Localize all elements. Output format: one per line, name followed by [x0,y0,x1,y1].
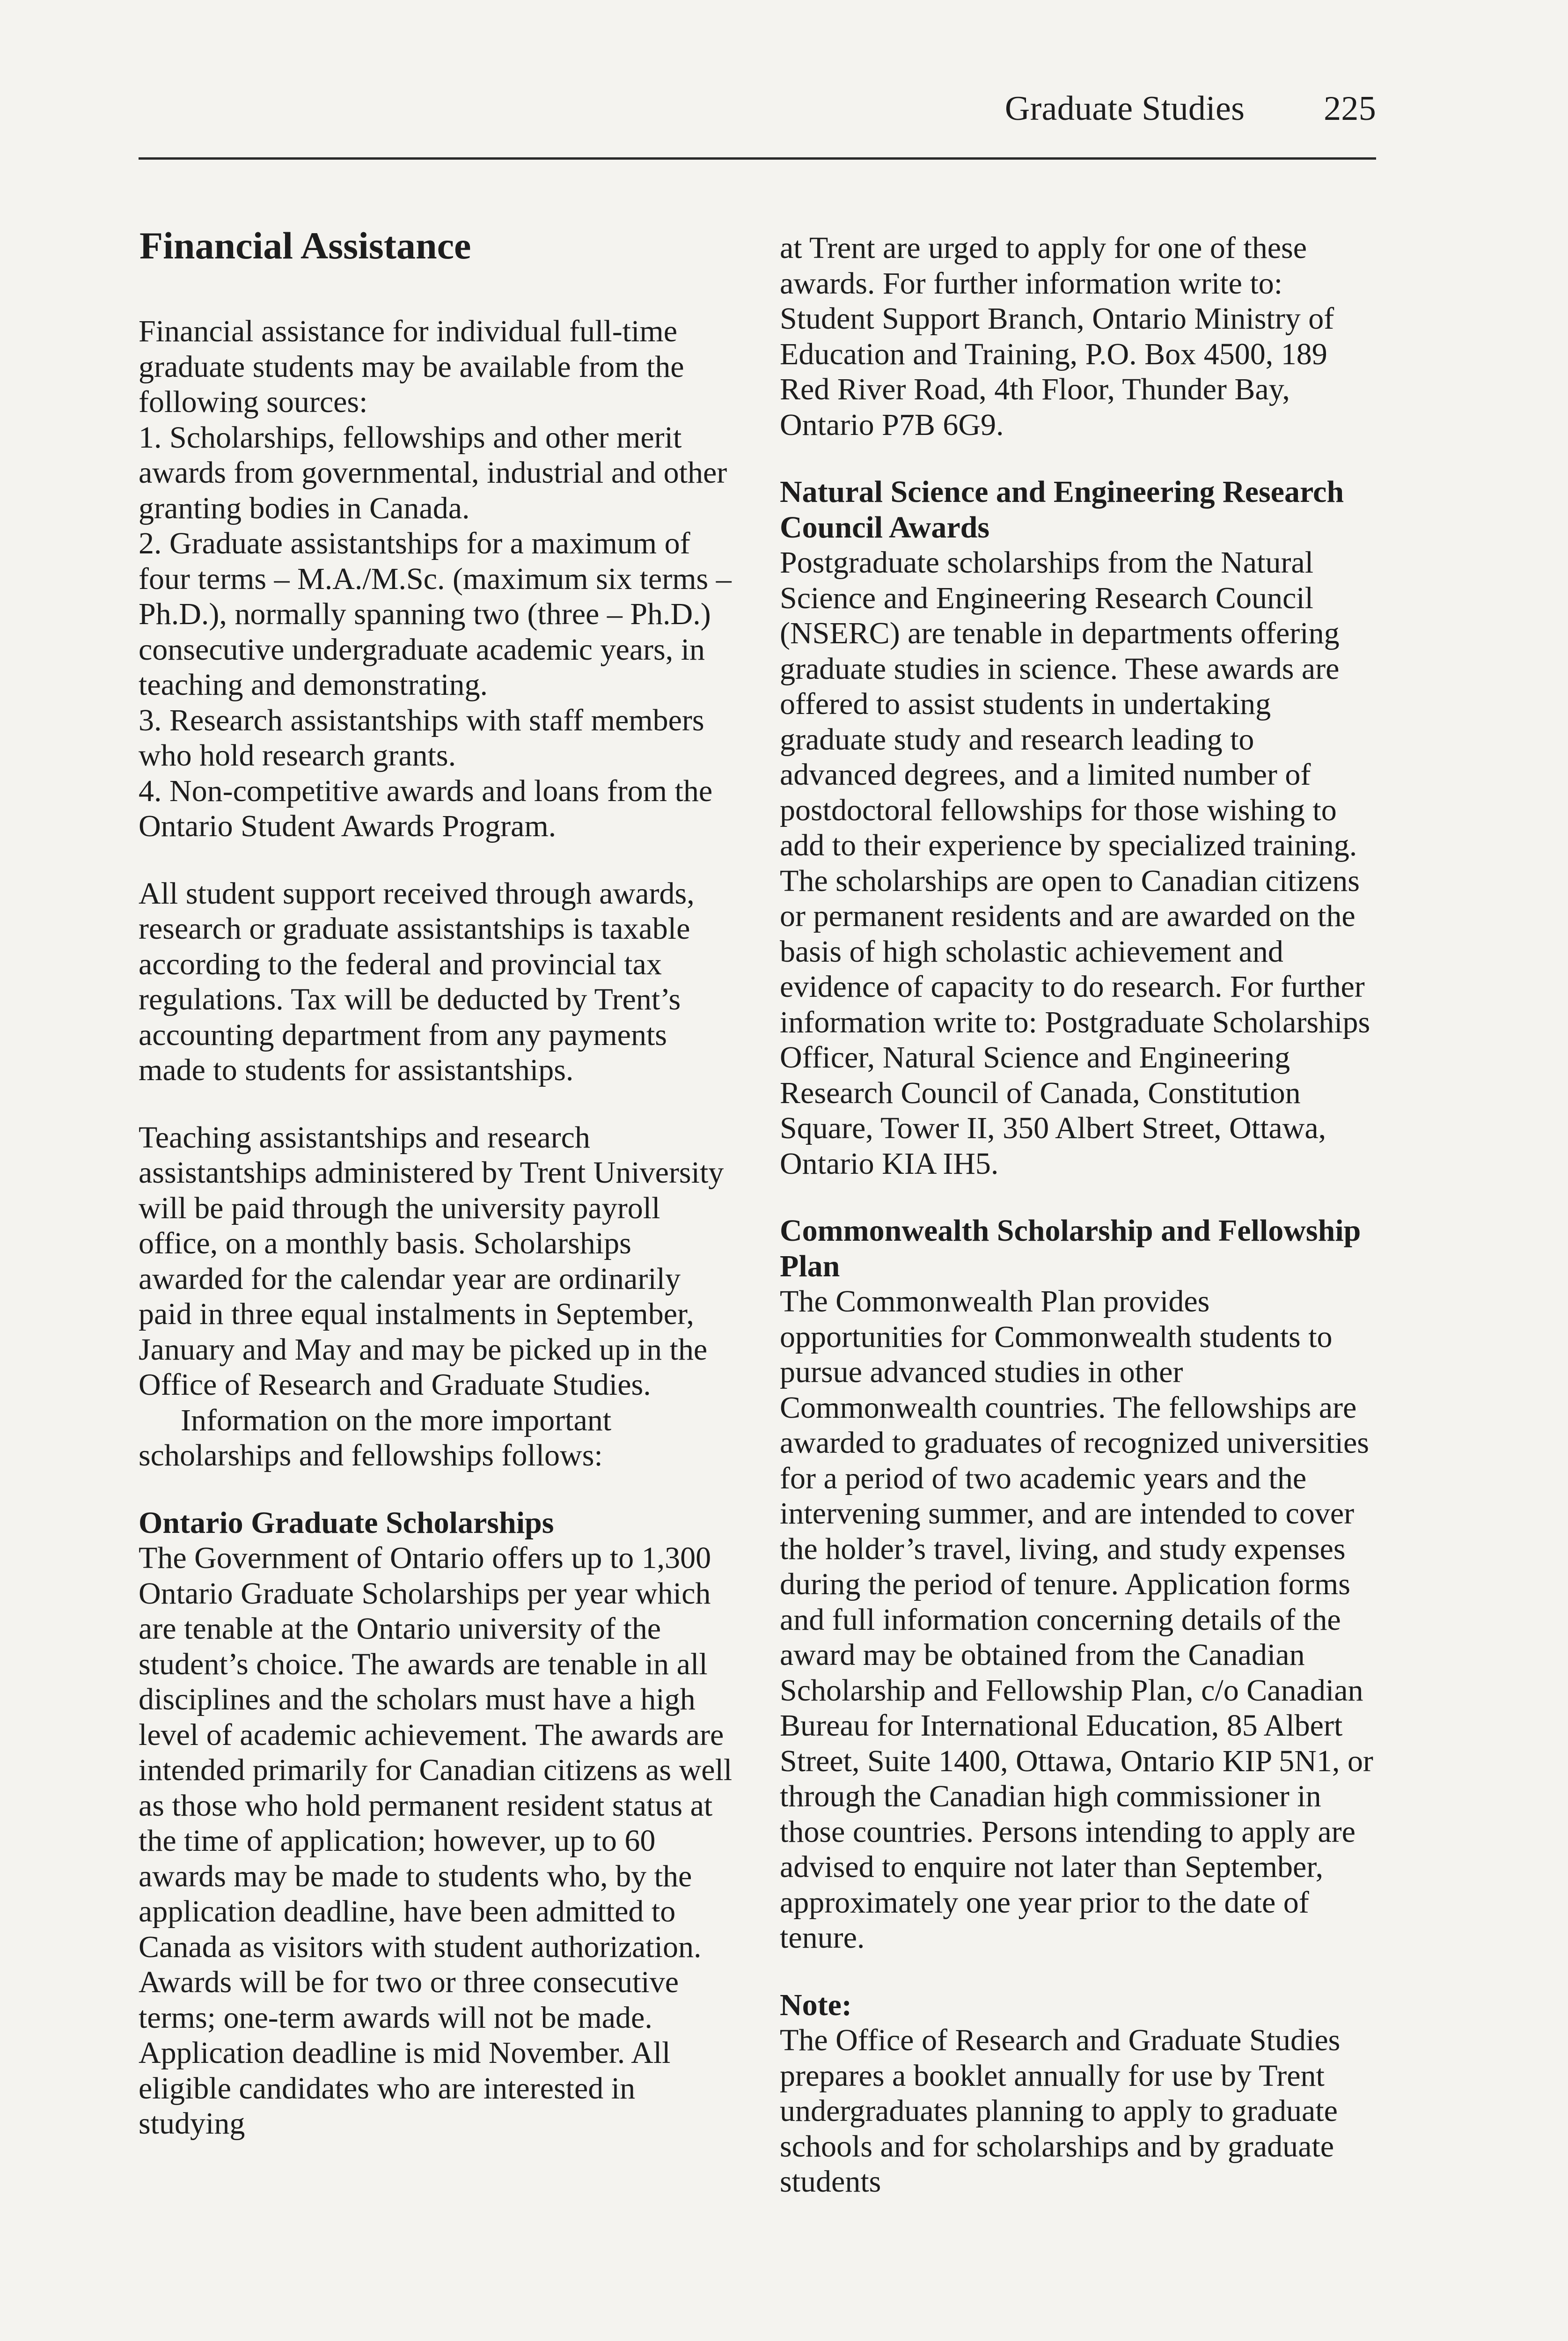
section-title: Graduate Studies [1004,89,1245,128]
note-paragraph: The Office of Research and Graduate Studies prepares a booklet annually for use by Trent undergraduates planning to apply to graduate schools and for scholarships and by graduate students [780,2023,1341,2199]
information-paragraph: Information on the more important scholarships and fellowships follows: [139,1403,612,1472]
commonwealth-paragraph: The Commonwealth Plan provides opportunities for Commonwealth students to pursue advanced studies in other Commonwealth countries. The fellowships are awarded to graduates of recognized universities for a period of two academic years and the intervening summer, and are intended to cover the holder’s travel, living, and study expenses during the period of tenure. Application forms and full information concerning details of the award may be obtained from the Canadian Scholarship and Fellowship Plan, c/o Canadian Bureau for International Education, 85 Albert Street, Suite 1400, Ottawa, Ontario KIP 5N1, or through the Canadian high commissioner in those countries. Persons intending to apply are advised to enquire not later than September, approximately one year prior to the date of tenure. [780,1284,1373,1955]
intro-paragraph: Financial assistance for individual full-time graduate students may be available from the following sources: [139,314,684,419]
page-heading: Financial Assistance [139,224,471,267]
source-item-1: 1. Scholarships, fellowships and other merit awards from governmental, industrial and other granting bodies in Canada. [139,420,727,525]
nserc-paragraph: Postgraduate scholarships from the Natural Science and Engineering Research Council (NSERC) are tenable in departments offering graduate studies in science. These awards are offered to assist students in undertaking graduate study and research leading to advanced degrees, and a limited number of postdoctoral fellowships for those wishing to add to their experience by specialized training. The scholarships are open to Canadian citizens or permanent residents and are awarded on the basis of high scholastic achievement and evidence of capacity to do research. For further information write to: Postgraduate Scholarships Officer, Natural Science and Engineering Research Council of Canada, Constitution Square, Tower II, 350 Albert Street, Ottawa, Ontario KIA IH5. [780,545,1370,1181]
left-column [139,225,733,2142]
payroll-paragraph: Teaching assistantships and research assistantships administered by Trent University will be paid through the university payroll office, on a monthly basis. Scholarships awarded for the calendar year are ordinarily paid in three equal instalments in September, January and May and may be picked up in the Office of Research and Graduate Studies. [139,1120,724,1402]
right-column [780,230,1374,2200]
source-item-3: 3. Research assistantships with staff members who hold research grants. [139,703,704,773]
taxable-paragraph: All student support received through awards, research or graduate assistantships is taxable according to the federal and provincial tax regulations. Tax will be deducted by Trent’s accounting department from any payments made to students for assistantships. [139,876,695,1087]
running-header [1005,89,1376,129]
page-number: 225 [1324,89,1376,128]
ogs-paragraph: The Government of Ontario offers up to 1,300 Ontario Graduate Scholarships per year which are tenable at the Ontario university of the student’s choice. The awards are tenable in all disciplines and the scholars must have a high level of academic achievement. The awards are intended primarily for Canadian citizens as well as those who hold permanent resident status at the time of application; however, up to 60 awards may be made to students who, by the application deadline, have been admitted to Canada as visitors with student authorization. Awards will be for two or three consecutive terms; one-term awards will not be made. Application deadline is mid November. All eligible candidates who are interested in studying [139,1541,733,2141]
ogs-continued-paragraph: at Trent are urged to apply for one of these awards. For further information write to: Student Support Branch, Ontario Ministry of Education and Training, P.O. Box 4500, 189 Red River Road, 4th Floor, Thunder Bay, Ontario P7B 6G9. [780,231,1334,442]
note-heading: Note: [780,1988,852,2022]
source-item-4: 4. Non-competitive awards and loans from the Ontario Student Awards Program. [139,773,713,843]
source-item-2: 2. Graduate assistantships for a maximum of four terms – M.A./M.Sc. (maximum six terms – Ph.D.), normally spanning two (three – Ph.D.) consecutive undergraduate academic years, in teaching and demonstrating. [139,526,732,702]
commonwealth-heading: Commonwealth Scholarship and Fellowship Plan [780,1214,1361,1283]
ogs-heading: Ontario Graduate Scholarships [139,1505,554,1540]
nserc-heading: Natural Science and Engineering Research Council Awards [780,475,1344,545]
header-rule [139,157,1376,160]
